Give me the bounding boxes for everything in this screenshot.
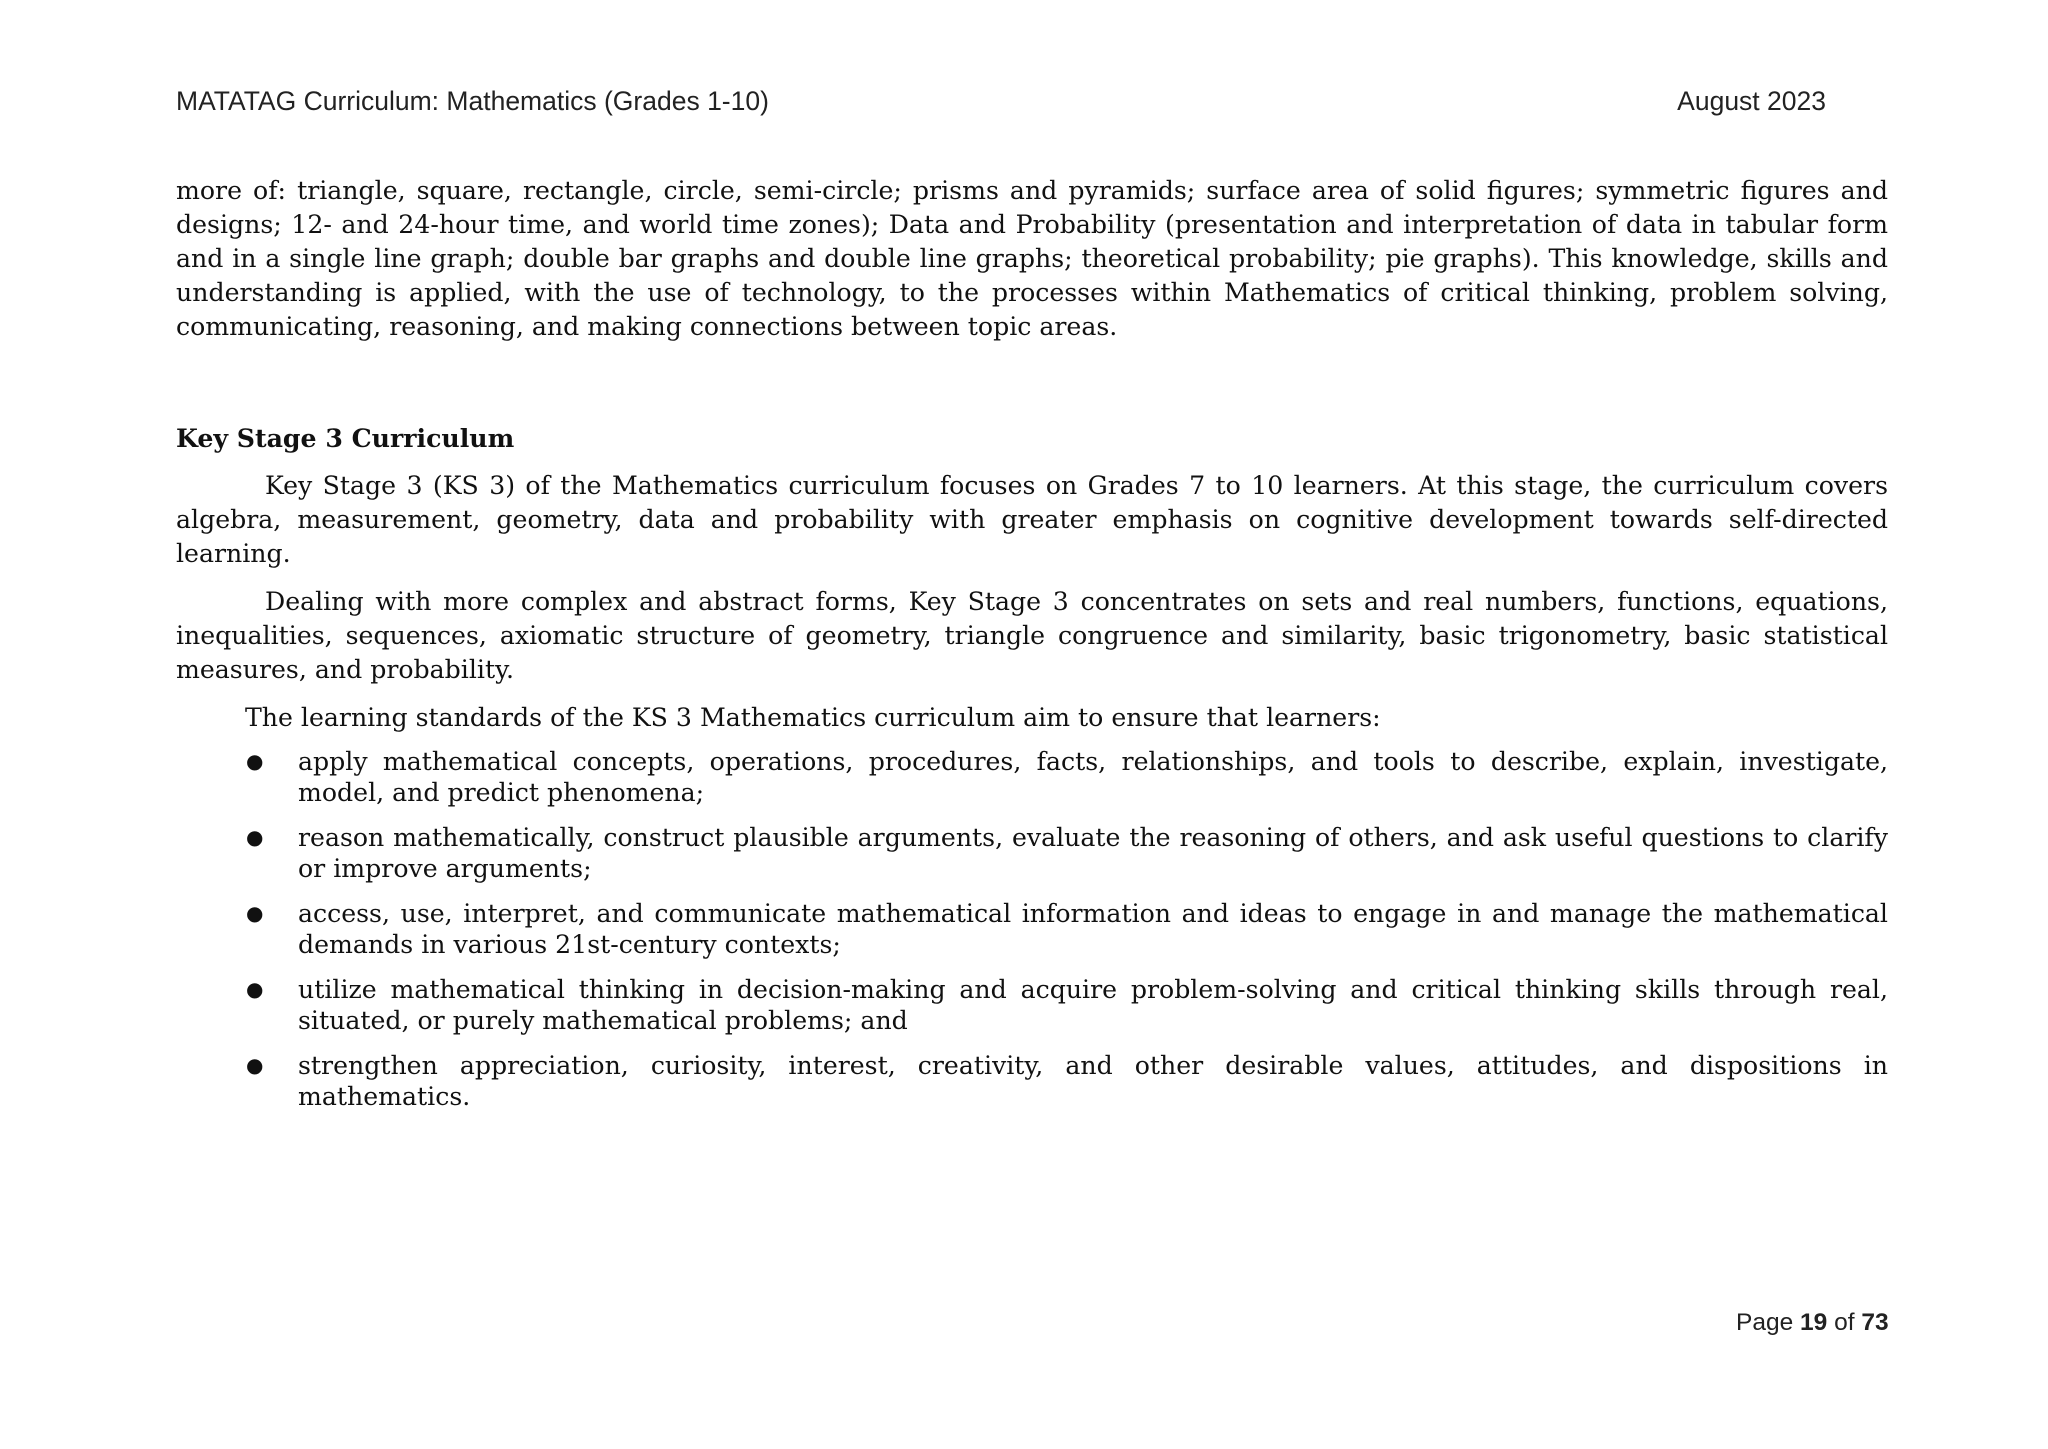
aims-lead-in: The learning standards of the KS 3 Mathematics curriculum aim to ensure that learners: (245, 703, 1381, 732)
document-title: MATATAG Curriculum: Mathematics (Grades 1-10) (176, 86, 769, 116)
ks3-paragraph-1: Key Stage 3 (KS 3) of the Mathematics curriculum focuses on Grades 7 to 10 learners. At this stage, the curriculum covers algebra, measurement, geometry, data and probability with greater emphasis on cognitive development towards self-directed learning. (176, 471, 1888, 568)
of-word: of (1834, 1309, 1855, 1336)
list-item (246, 898, 1888, 960)
bullet-icon: ● (246, 825, 264, 849)
bullet-icon: ● (246, 977, 264, 1001)
page-word: Page (1736, 1309, 1794, 1336)
list-item (246, 974, 1888, 1036)
aim-text: strengthen appreciation, curiosity, interest, creativity, and other desirable values, attitudes, and dispositions in mathematics. (298, 1051, 1888, 1111)
aims-list (176, 746, 1888, 1112)
current-page-number: 19 (1800, 1309, 1828, 1336)
bullet-icon: ● (246, 1053, 264, 1077)
list-item (246, 1050, 1888, 1112)
section-heading: Key Stage 3 Curriculum (176, 423, 515, 453)
intro-paragraph: more of: triangle, square, rectangle, circle, semi-circle; prisms and pyramids; surface area of solid figures; symmetric figures and designs; 12- and 24-hour time, and world time zones); Data and Probability (presentation and interpretation of data in tabular form and in a single line graph; double bar graphs and double line graphs; theoretical probability; pie graphs). This knowledge, skills and understanding is applied, with the use of technology, to the processes within Mathematics of critical thinking, problem solving, communicating, reasoning, and making connections between topic areas. (176, 176, 1888, 341)
list-item (246, 746, 1888, 808)
page-header (176, 86, 1826, 117)
document-date: August 2023 (1677, 86, 1826, 116)
document-body (176, 174, 1888, 1126)
aim-text: apply mathematical concepts, operations, procedures, facts, relationships, and tools to describe, explain, investigate, model, and predict phenomena; (298, 747, 1888, 807)
aim-text: reason mathematically, construct plausible arguments, evaluate the reasoning of others, and ask useful questions to clarify or improve arguments; (298, 823, 1888, 883)
page-number-footer (1736, 1309, 1889, 1337)
ks3-paragraph-2: Dealing with more complex and abstract forms, Key Stage 3 concentrates on sets and real numbers, functions, equations, inequalities, sequences, axiomatic structure of geometry, triangle congruence and similarity, basic trigonometry, basic statistical measures, and probability. (176, 587, 1888, 684)
aim-text: utilize mathematical thinking in decision-making and acquire problem-solving and critical thinking skills through real, situated, or purely mathematical problems; and (298, 975, 1888, 1035)
total-pages: 73 (1861, 1309, 1889, 1336)
bullet-icon: ● (246, 749, 264, 773)
bullet-icon: ● (246, 901, 264, 925)
list-item (246, 822, 1888, 884)
aim-text: access, use, interpret, and communicate mathematical information and ideas to engage in and manage the mathematical demands in various 21st-century contexts; (298, 899, 1888, 959)
